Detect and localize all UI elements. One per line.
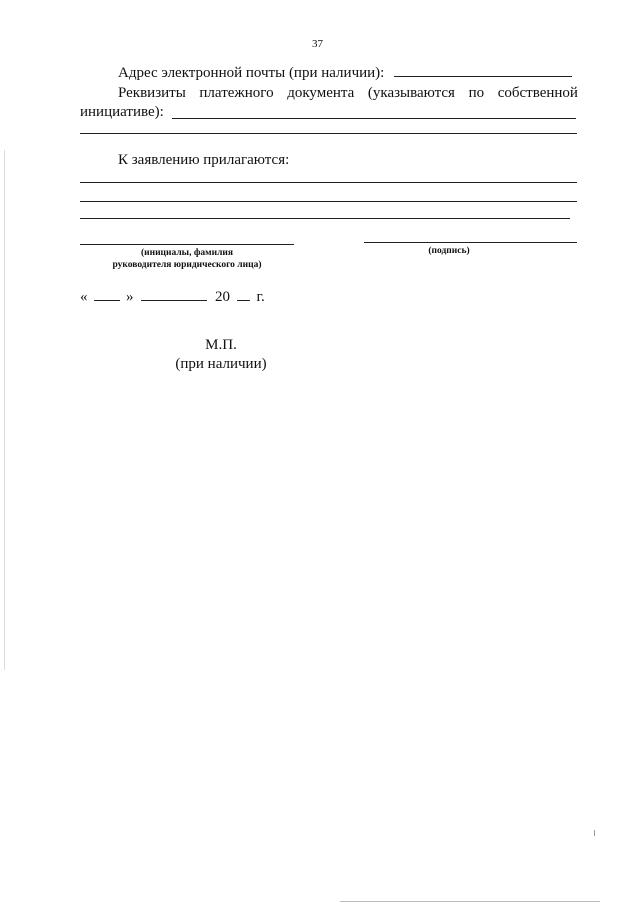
payment-word: (указываются (367, 85, 455, 101)
date-year-suffix: г. (256, 289, 265, 305)
date-row (80, 288, 265, 306)
date-day-field[interactable] (94, 300, 120, 301)
email-label: Адрес электронной почты (при наличии): (118, 65, 385, 81)
payment-field-line[interactable] (172, 118, 576, 119)
stamp-note: (при наличии) (175, 356, 267, 372)
scan-speck (594, 830, 595, 836)
date-open-quote: « (80, 289, 88, 305)
date-year-field[interactable] (237, 300, 250, 301)
signatory-caption-1: (инициалы, фамилия (140, 248, 234, 258)
attachment-line-1[interactable] (80, 182, 577, 183)
signatory-name-line[interactable] (80, 244, 294, 245)
payment-word: по (468, 85, 485, 101)
payment-word: платежного (199, 85, 274, 101)
payment-word: документа (287, 85, 355, 101)
attachment-line-3[interactable] (80, 218, 570, 219)
attachments-label: К заявлению прилагаются: (118, 152, 290, 168)
scan-bottom-edge (340, 901, 600, 902)
email-row (118, 64, 572, 82)
signature-line[interactable] (364, 242, 577, 243)
date-close-quote: » (126, 289, 134, 305)
payment-word: собственной (497, 85, 578, 101)
payment-label-line2: инициативе): (80, 104, 164, 120)
page-number: 37 (312, 38, 323, 50)
payment-field-line-2[interactable] (80, 133, 577, 134)
stamp-label: М.П. (205, 337, 237, 353)
scan-edge-mark (4, 150, 5, 670)
date-month-field[interactable] (141, 300, 207, 301)
date-year-prefix: 20 (215, 289, 230, 305)
attachment-line-2[interactable] (80, 201, 577, 202)
payment-label-line1 (118, 84, 578, 102)
email-field-line[interactable] (394, 76, 572, 77)
signatory-caption-2: руководителя юридического лица) (112, 260, 262, 270)
payment-row2 (80, 103, 164, 121)
signature-caption: (подпись) (428, 246, 470, 256)
payment-word: Реквизиты (118, 85, 186, 101)
